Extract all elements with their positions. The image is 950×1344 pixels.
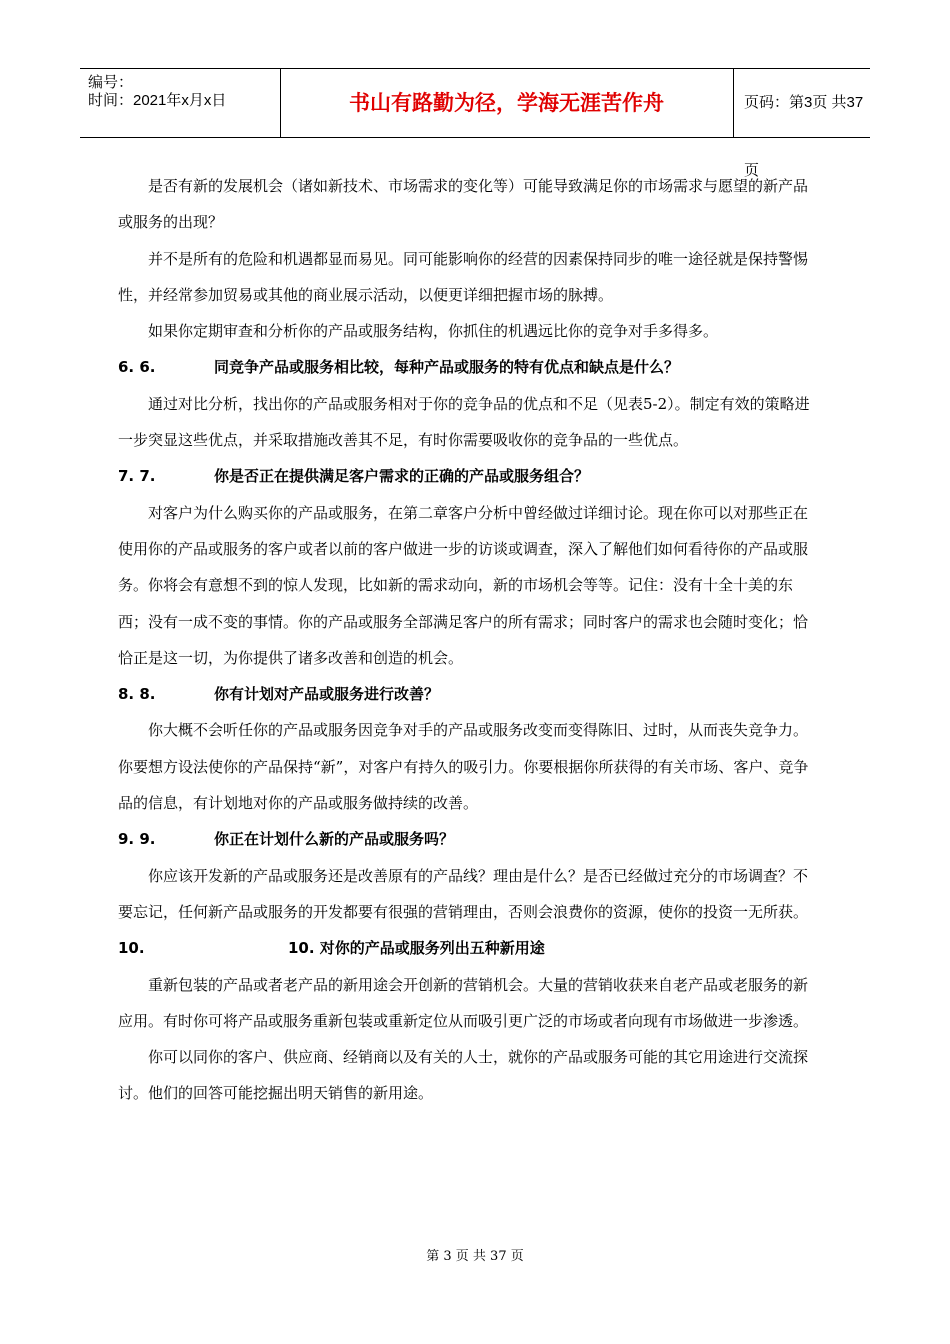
heading-number: 9. 9.	[118, 830, 156, 849]
paragraph: 对客户为什么购买你的产品或服务，在第二章客户分析中曾经做过详细讨论。现在你可以对那些正在使用你的产品或服务的客户或者以前的客户做进一步的访谈或调查，深入了解他们如何看待你的产品或服务。你将会有意想不到的惊人发现，比如新的需求动向，新的市场机会等等。记住：没有十全十美的东西；没有一成不变的事情。你的产品或服务全部满足客户的所有需求；同时客户的需求也会随时变化；恰恰正是这一切，为你提供了诸多改善和创造的机会。	[118, 503, 809, 667]
section-heading	[118, 349, 818, 385]
heading-text: 你正在计划什么新的产品或服务吗？	[214, 830, 455, 849]
section-heading	[118, 676, 818, 712]
page-header	[80, 68, 870, 179]
heading-number: 6. 6.	[118, 358, 156, 377]
section-heading	[118, 821, 818, 857]
heading-number: 10.	[118, 939, 145, 958]
section-heading	[118, 458, 818, 494]
header-motto: 书山有路勤为径，学海无涯苦作舟	[280, 69, 734, 137]
doc-number-label: 编号：	[88, 74, 134, 91]
page-footer: 第 3 页 共 37 页	[426, 1249, 524, 1264]
paragraph: 你应该开发新的产品或服务还是改善原有的产品线？理由是什么？是否已经做过充分的市场调查？不要忘记，任何新产品或服务的开发都要有很强的营销理由，否则会浪费你的资源，使你的投资一无所获。	[118, 866, 809, 921]
paragraph: 你可以同你的客户、供应商、经销商以及有关的人士，就你的产品或服务可能的其它用途进行交流探讨。他们的回答可能挖掘出明天销售的新用途。	[118, 1048, 809, 1103]
paragraph: 你大概不会听任你的产品或服务因竞争对手的产品或服务改变而变得陈旧、过时，从而丧失竞争力。你要想方设法使你的产品保持“新”，对客户有持久的吸引力。你要根据你所获得的有关市场、客户、竞争品的信息，有计划地对你的产品或服务做持续的改善。	[118, 721, 809, 813]
heading-text: 你有计划对产品或服务进行改善？	[214, 685, 440, 704]
heading-text: 10. 对你的产品或服务列出五种新用途	[288, 939, 545, 958]
paragraph: 如果你定期审查和分析你的产品或服务结构，你抓住的机遇远比你的竞争对手多得多。	[148, 322, 719, 341]
document-body	[118, 168, 818, 1112]
paragraph: 是否有新的发展机会（诸如新技术、市场需求的变化等）可能导致满足你的市场需求与愿望的新产品或服务的出现？	[118, 177, 809, 232]
section-heading	[118, 930, 818, 966]
paragraph: 重新包装的产品或者老产品的新用途会开创新的营销机会。大量的营销收获来自老产品或老服务的新应用。有时你可将产品或服务重新包装或重新定位从而吸引更广泛的市场或者向现有市场做进一步渗透。	[118, 975, 809, 1030]
paragraph: 并不是所有的危险和机遇都显而易见。同可能影响你的经营的因素保持同步的唯一途径就是保持警惕性，并经常参加贸易或其他的商业展示活动，以便更详细把握市场的脉搏。	[118, 249, 809, 304]
heading-text: 你是否正在提供满足客户需求的正确的产品或服务组合？	[214, 467, 590, 486]
heading-number: 8. 8.	[118, 685, 156, 704]
heading-text: 同竞争产品或服务相比较，每种产品或服务的特有优点和缺点是什么？	[214, 358, 680, 377]
header-meta	[80, 69, 281, 137]
heading-number: 7. 7.	[118, 467, 156, 486]
header-page-number: 页码：第3页 共37页	[744, 94, 864, 179]
paragraph: 通过对比分析，找出你的产品或服务相对于你的竞争品的优点和不足（见表5-2）。制定有效的策略进一步突显这些优点，并采取措施改善其不足，有时你需要吸收你的竞争品的一些优点。	[118, 394, 810, 450]
doc-time-label: 时间：2021年x月x日	[88, 92, 227, 109]
